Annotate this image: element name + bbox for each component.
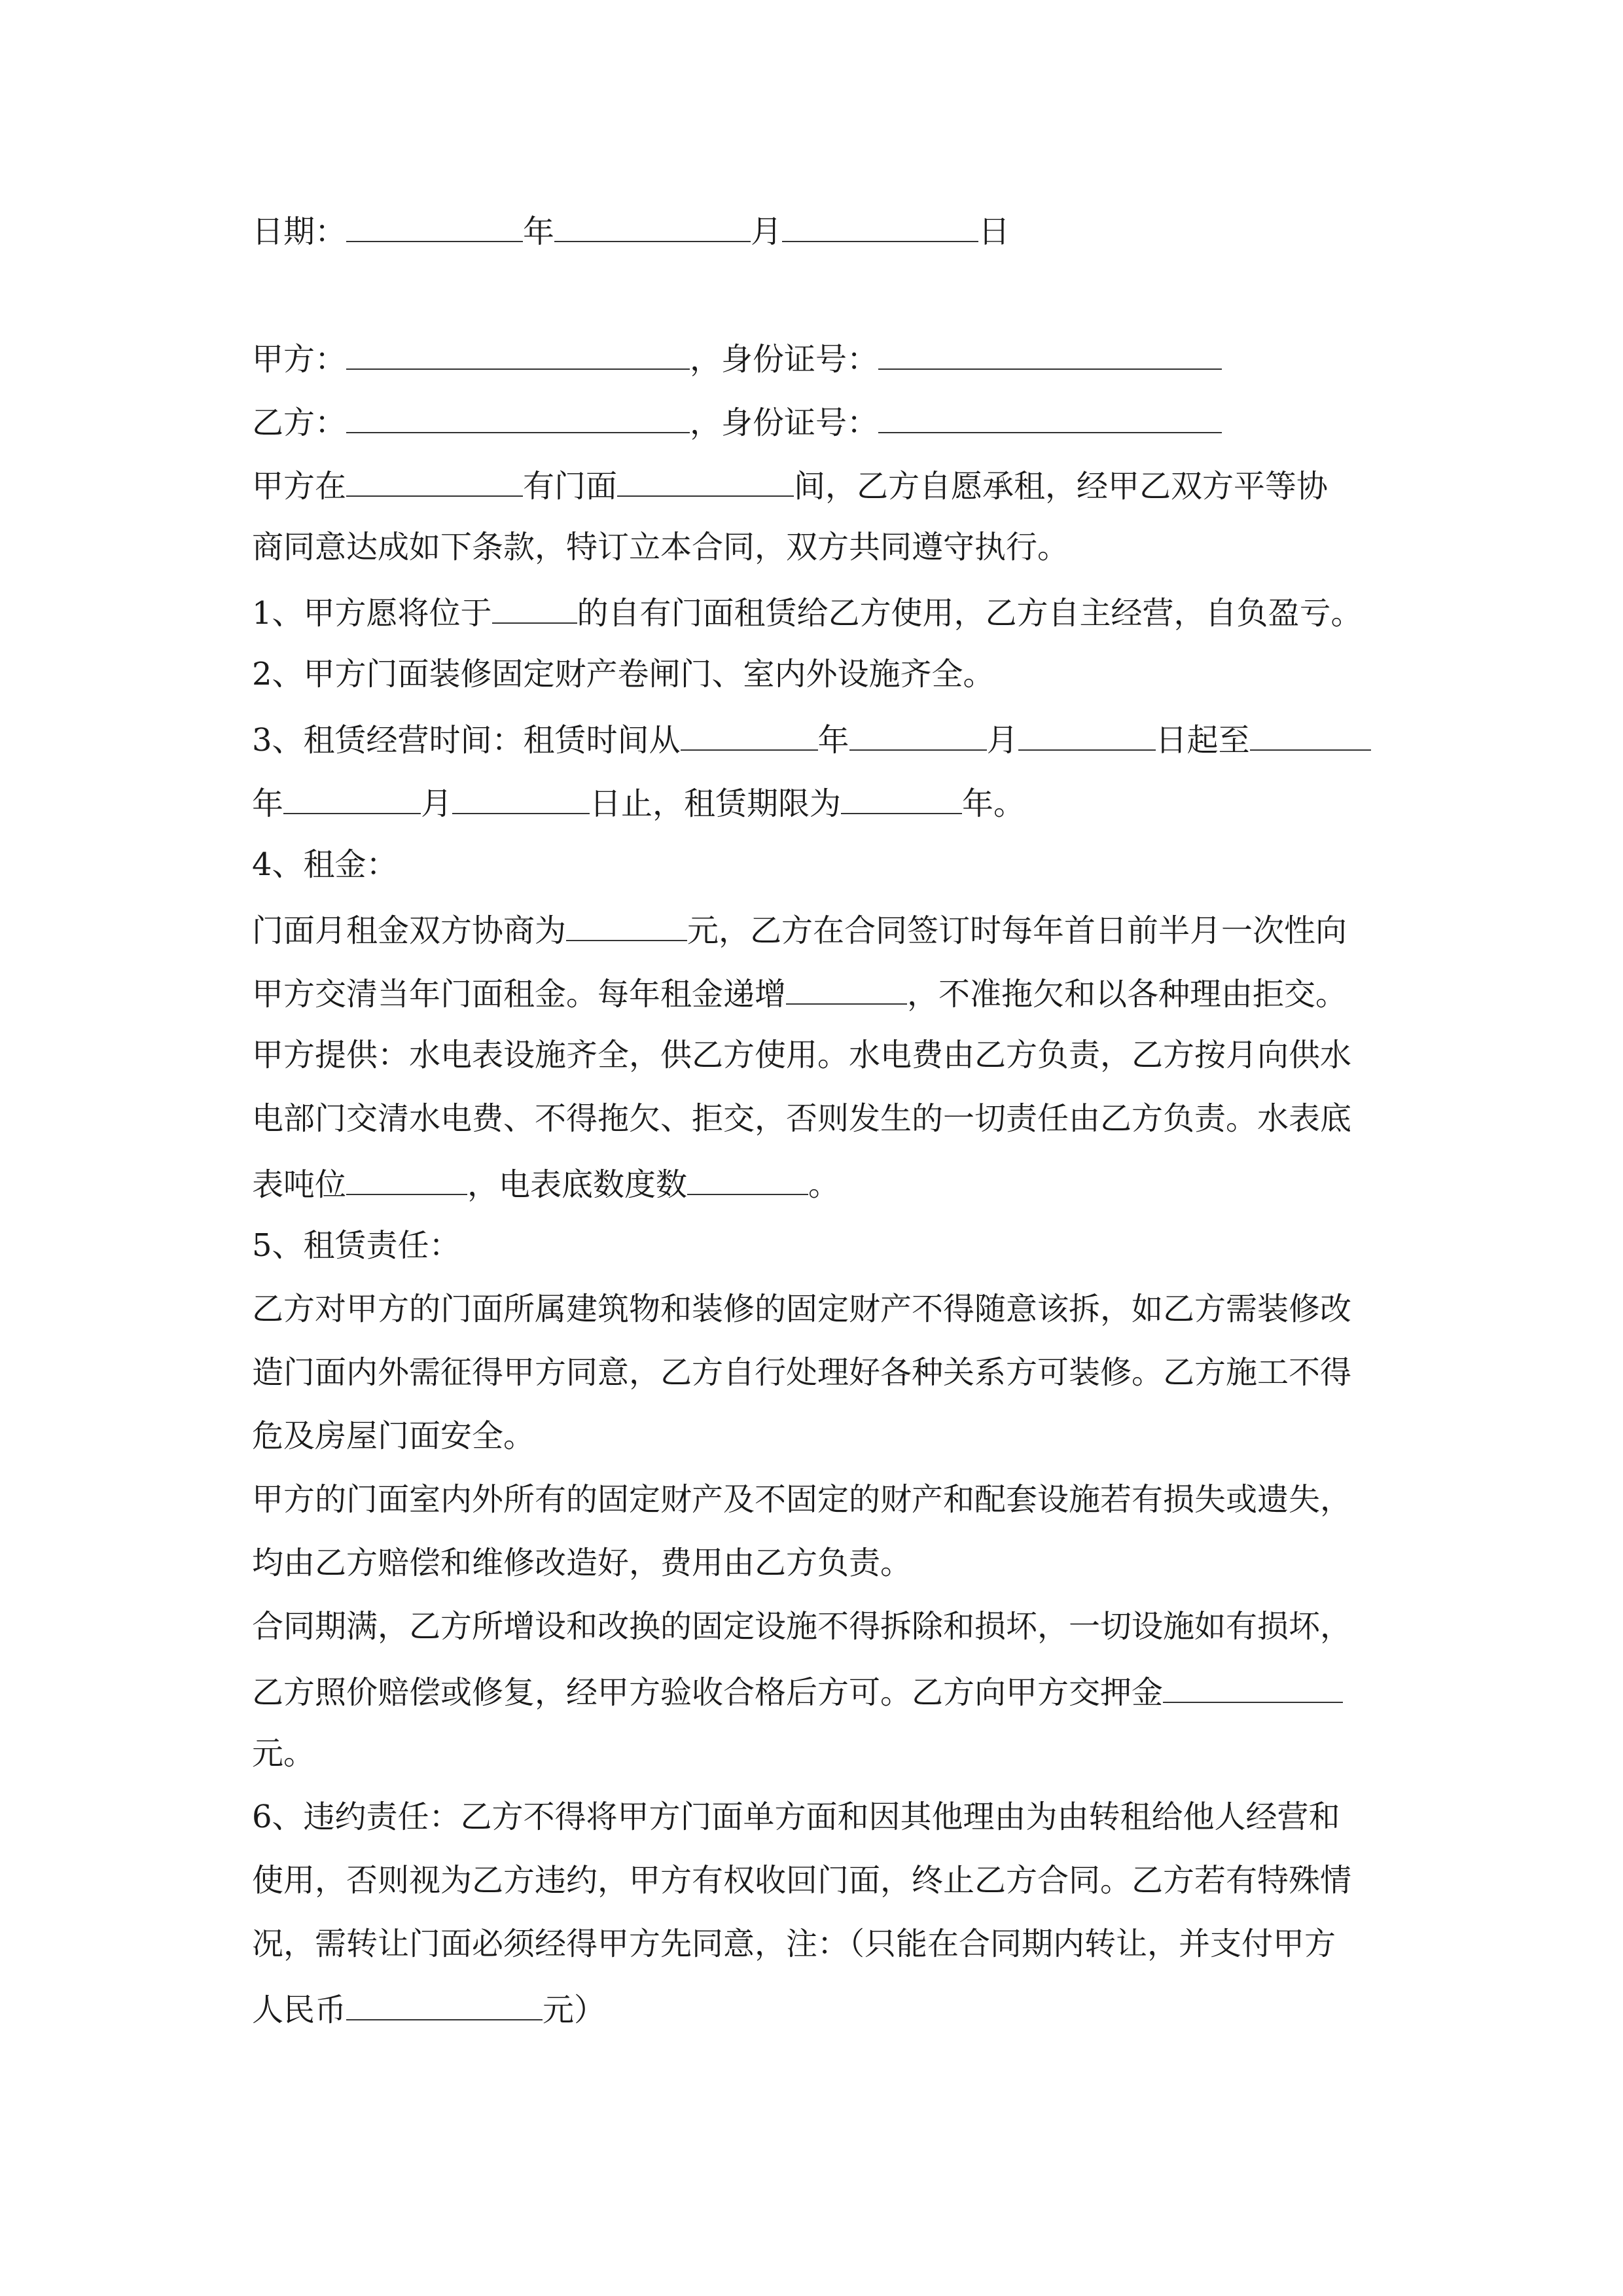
- clause-4-title: [252, 845, 398, 884]
- start-day-blank[interactable]: [1018, 718, 1156, 751]
- clause-text: ，电表底数度数: [467, 1166, 688, 1203]
- clause-text: 造门面内外需征得甲方同意，乙方自行处理好各种关系方可装修。乙方施工不得: [252, 1354, 1352, 1391]
- clause-text: 年: [817, 722, 849, 759]
- clause-text: ，不准拖欠和以各种理由拒交。: [907, 976, 1347, 1013]
- party-b-id-blank[interactable]: [878, 401, 1222, 433]
- clause-5-title: [252, 1226, 461, 1265]
- clause-6-line-3: [252, 1924, 1336, 1964]
- end-month-blank[interactable]: [283, 781, 421, 814]
- clause-text: 年: [252, 785, 284, 822]
- end-year-blank[interactable]: [1250, 718, 1371, 751]
- party-b-name-blank[interactable]: [346, 401, 690, 433]
- clause-text: 人民币: [252, 1992, 347, 2028]
- party-b-id-label: ，身份证号：: [690, 404, 879, 441]
- party-a-id-label: ，身份证号：: [690, 341, 879, 378]
- shop-count-blank[interactable]: [617, 464, 794, 497]
- month-label: 月: [751, 213, 783, 250]
- term-years-blank[interactable]: [841, 781, 962, 814]
- party-b-line: [252, 401, 1222, 440]
- transfer-fee-blank[interactable]: [346, 1988, 543, 2020]
- clause-5-c3: [252, 1734, 315, 1773]
- clause-3-line-2: [252, 781, 1025, 821]
- date-line: [252, 209, 1010, 249]
- clause-5-c1: [252, 1607, 1351, 1646]
- intro-text: 甲方在: [252, 468, 347, 505]
- clause-2: [252, 655, 995, 694]
- clause-text: 合同期满，乙方所增设和改换的固定设施不得拆除和损坏，一切设施如有损坏，: [252, 1608, 1352, 1645]
- party-b-label: 乙方：: [252, 404, 347, 441]
- day-label: 日: [978, 213, 1010, 250]
- month-blank[interactable]: [554, 209, 751, 242]
- day-blank[interactable]: [782, 209, 978, 242]
- party-a-name-blank[interactable]: [346, 337, 690, 370]
- clause-5-b1: [252, 1480, 1351, 1519]
- clause-text: 元）: [543, 1992, 606, 2028]
- deposit-blank[interactable]: [1163, 1670, 1343, 1703]
- clause-6-line-1: [252, 1797, 1340, 1837]
- clause-text: 危及房屋门面安全。: [252, 1418, 535, 1454]
- clause-text: 6、违约责任：乙方不得将甲方门面单方面和因其他理由为由转租给他人经营和: [252, 1799, 1340, 1835]
- clause-5-b2: [252, 1543, 912, 1583]
- clause-5-a1: [252, 1289, 1351, 1329]
- year-label: 年: [523, 213, 555, 250]
- end-day-blank[interactable]: [452, 781, 590, 814]
- intro-line-2: [252, 528, 1069, 567]
- clause-3-line-1: [252, 718, 1371, 757]
- clause-text: 2、甲方门面装修固定财产卷闸门、室内外设施齐全。: [252, 656, 995, 692]
- clause-text: 的自有门面租赁给乙方使用，乙方自主经营，自负盈亏。: [577, 595, 1363, 632]
- clause-5-a3: [252, 1416, 535, 1456]
- date-label: 日期：: [252, 213, 347, 250]
- clause-text: 均由乙方赔偿和维修改造好，费用由乙方负责。: [252, 1545, 912, 1581]
- clause-4-line-2: [252, 972, 1347, 1011]
- clause-5-c2: [252, 1670, 1343, 1710]
- clause-text: 甲方交清当年门面租金。每年租金递增: [252, 976, 787, 1013]
- clause-text: 使用，否则视为乙方违约，甲方有权收回门面，终止乙方合同。乙方若有特殊情: [252, 1862, 1352, 1899]
- clause-text: 况，需转让门面必须经得甲方先同意，注：（只能在合同期内转让，并支付甲方: [252, 1926, 1336, 1962]
- clause-text: 。: [808, 1166, 840, 1203]
- address-blank[interactable]: [492, 591, 577, 624]
- clause-text: 甲方的门面室内外所有的固定财产及不固定的财产和配套设施若有损失或遗失，: [252, 1481, 1352, 1518]
- location-blank[interactable]: [346, 464, 523, 497]
- electric-meter-blank[interactable]: [687, 1162, 808, 1195]
- clause-4-line-3: [252, 1035, 1351, 1075]
- clause-4-line-4: [252, 1099, 1351, 1138]
- monthly-rent-blank[interactable]: [566, 908, 687, 941]
- clause-6-line-2: [252, 1861, 1351, 1900]
- intro-line-1: [252, 464, 1328, 503]
- clause-text: 电部门交清水电费、不得拖欠、拒交，否则发生的一切责任由乙方负责。水表底: [252, 1100, 1352, 1137]
- clause-text: 乙方照价赔偿或修复，经甲方验收合格后方可。乙方向甲方交押金: [252, 1674, 1164, 1711]
- clause-title: 5、租赁责任：: [252, 1227, 461, 1264]
- clause-title: 4、租金：: [252, 846, 398, 883]
- clause-5-a2: [252, 1353, 1351, 1392]
- clause-text: 日起至: [1155, 722, 1250, 759]
- clause-text: 年。: [962, 785, 1026, 822]
- party-a-label: 甲方：: [252, 341, 347, 378]
- clause-text: 表吨位: [252, 1166, 347, 1203]
- clause-text: 乙方对甲方的门面所属建筑物和装修的固定财产不得随意该拆，如乙方需装修改: [252, 1291, 1352, 1327]
- clause-4-line-5: [252, 1162, 840, 1202]
- clause-text: 元。: [252, 1735, 315, 1772]
- intro-text: 间，乙方自愿承租，经甲乙双方平等协: [794, 468, 1329, 505]
- clause-text: 门面月租金双方协商为: [252, 912, 567, 949]
- clause-1: [252, 591, 1363, 630]
- year-blank[interactable]: [346, 209, 523, 242]
- intro-text: 有门面: [523, 468, 618, 505]
- water-meter-blank[interactable]: [346, 1162, 467, 1195]
- clause-6-line-4: [252, 1988, 605, 2027]
- start-month-blank[interactable]: [849, 718, 987, 751]
- clause-text: 1、甲方愿将位于: [252, 595, 492, 632]
- clause-text: 甲方提供：水电表设施齐全，供乙方使用。水电费由乙方负责，乙方按月向供水: [252, 1037, 1352, 1073]
- rent-increase-blank[interactable]: [786, 972, 907, 1005]
- clause-text: 月: [421, 785, 453, 822]
- party-a-line: [252, 337, 1222, 376]
- party-a-id-blank[interactable]: [878, 337, 1222, 370]
- clause-text: 3、租赁经营时间：租赁时间从: [252, 722, 681, 759]
- intro-text: 商同意达成如下条款，特订立本合同，双方共同遵守执行。: [252, 529, 1069, 565]
- start-year-blank[interactable]: [681, 718, 818, 751]
- clause-text: 元，乙方在合同签订时每年首日前半月一次性向: [687, 912, 1347, 949]
- clause-text: 月: [986, 722, 1018, 759]
- clause-4-line-1: [252, 908, 1347, 948]
- clause-text: 日止，租赁期限为: [590, 785, 842, 822]
